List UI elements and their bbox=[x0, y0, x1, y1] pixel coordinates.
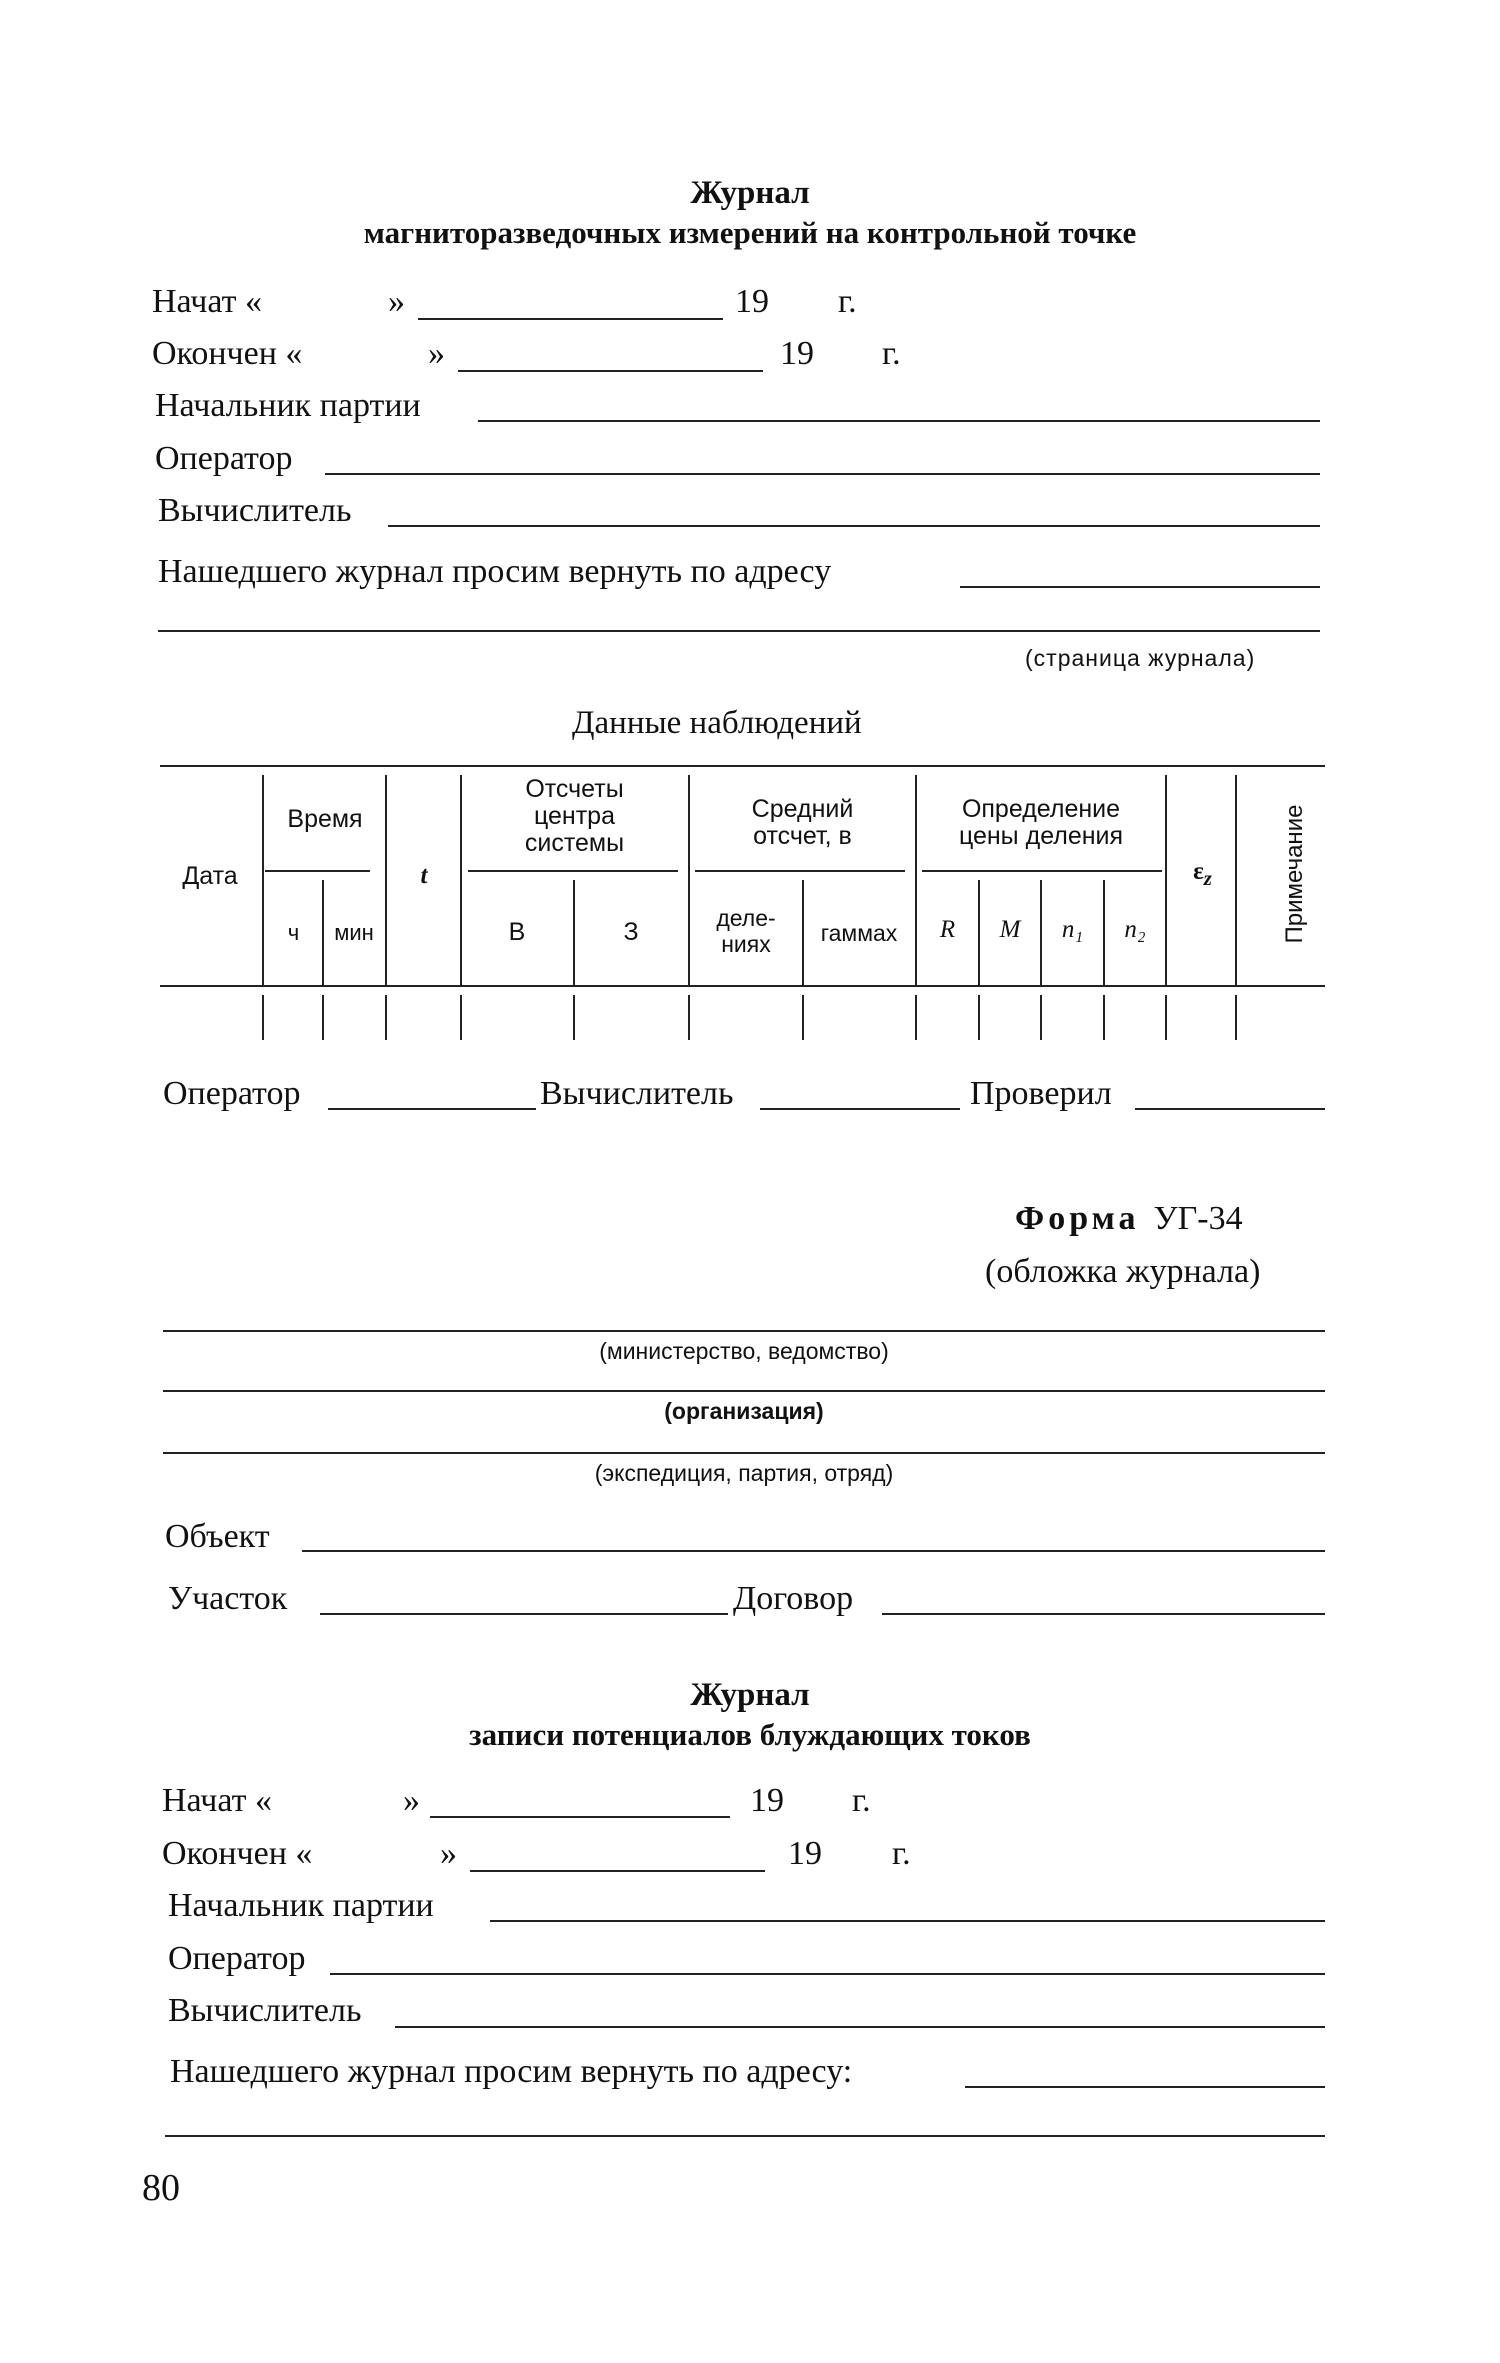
journal1-ended-g: г. bbox=[882, 335, 901, 372]
journal1-return-line2[interactable] bbox=[158, 630, 1320, 632]
body-vline-13 bbox=[1235, 995, 1237, 1040]
header-n1: n₁ bbox=[1061, 916, 1084, 943]
journal2-calculator-label: Вычислитель bbox=[168, 1992, 362, 2029]
page-number: 80 bbox=[142, 2167, 180, 2209]
body-vline-5 bbox=[573, 995, 575, 1040]
sig-operator-line[interactable] bbox=[328, 1108, 536, 1110]
journal1-ended-quote: » bbox=[428, 335, 445, 372]
journal1-chief-label: Начальник партии bbox=[155, 387, 421, 424]
header-z: З bbox=[623, 918, 639, 946]
header-min: мин bbox=[334, 920, 374, 945]
header-price-l2: цены деления bbox=[958, 822, 1124, 850]
sig-checked-line[interactable] bbox=[1135, 1108, 1325, 1110]
journal1-started-g: г. bbox=[838, 283, 857, 320]
body-vline-4 bbox=[460, 995, 462, 1040]
sig-calc-label: Вычислитель bbox=[540, 1075, 734, 1112]
journal2-chief-line[interactable] bbox=[490, 1920, 1325, 1922]
journal1-calculator-label: Вычислитель bbox=[158, 492, 352, 529]
header-hour: ч bbox=[287, 920, 300, 945]
journal2-ended-g: г. bbox=[892, 1835, 911, 1872]
vline-12 bbox=[1165, 775, 1167, 985]
observations-title: Данные наблюдений bbox=[572, 705, 862, 741]
vline-3 bbox=[385, 775, 387, 985]
journal1-return-line[interactable] bbox=[960, 586, 1320, 588]
journal1-chief-line[interactable] bbox=[478, 420, 1320, 422]
journal2-started-label: Начат « bbox=[162, 1782, 272, 1819]
header-ez bbox=[1170, 858, 1235, 891]
header-note: Примечание bbox=[1281, 804, 1308, 944]
sig-calc-line[interactable] bbox=[760, 1108, 960, 1110]
journal1-started-line[interactable] bbox=[418, 318, 723, 320]
header-ez-symbol: ε bbox=[1193, 858, 1204, 885]
journal2-return-line2[interactable] bbox=[165, 2135, 1325, 2137]
site-label: Участок bbox=[168, 1580, 288, 1617]
journal1-subtitle: магниторазведочных измерений на контрольной точке bbox=[363, 215, 1137, 250]
expedition-line[interactable] bbox=[163, 1452, 1325, 1454]
journal2-ended-label: Окончен « bbox=[162, 1835, 313, 1872]
header-price-l1: Определение bbox=[961, 795, 1121, 823]
journal1-return-label: Нашедшего журнал просим вернуть по адресу bbox=[158, 553, 832, 590]
header-readings-l1: Отсчеты bbox=[525, 775, 624, 803]
journal1-ended-label: Окончен « bbox=[152, 335, 303, 372]
journal2-operator-label: Оператор bbox=[168, 1940, 306, 1977]
object-label: Объект bbox=[165, 1518, 270, 1555]
expedition-caption: (экспедиция, партия, отряд) bbox=[594, 1460, 894, 1486]
journal2-return-line[interactable] bbox=[965, 2086, 1325, 2088]
table-top-rule bbox=[160, 765, 1325, 767]
body-vline-3 bbox=[385, 995, 387, 1040]
header-time: Время bbox=[287, 805, 363, 833]
journal1-ended-year: 19 bbox=[780, 335, 814, 372]
journal1-ended-line[interactable] bbox=[458, 370, 763, 372]
journal2-subtitle: записи потенциалов блуждающих токов bbox=[469, 1717, 1031, 1752]
contract-line[interactable] bbox=[882, 1613, 1325, 1615]
body-vline-6 bbox=[688, 995, 690, 1040]
form-header bbox=[1015, 1200, 1243, 1238]
organization-line[interactable] bbox=[163, 1390, 1325, 1392]
object-line[interactable] bbox=[302, 1550, 1325, 1552]
header-R: R bbox=[939, 916, 956, 943]
site-line[interactable] bbox=[320, 1613, 728, 1615]
header-readings-l2: центра bbox=[533, 802, 615, 830]
header-readings bbox=[462, 776, 687, 857]
table-header-rule bbox=[160, 985, 1325, 987]
vline-13 bbox=[1235, 775, 1237, 985]
vline-1 bbox=[262, 775, 264, 985]
header-t: t bbox=[420, 862, 428, 889]
body-vline-8 bbox=[915, 995, 917, 1040]
header-avg-l1: Средний bbox=[751, 795, 854, 823]
journal2-title: Журнал bbox=[690, 1677, 810, 1713]
journal1-started-year: 19 bbox=[735, 283, 769, 320]
form-title: Форма bbox=[1015, 1200, 1140, 1237]
header-divisions-l1: деле- bbox=[716, 905, 776, 931]
sig-checked-label: Проверил bbox=[970, 1075, 1112, 1112]
header-price bbox=[917, 796, 1165, 850]
header-v: В bbox=[508, 918, 526, 946]
journal2-calculator-line[interactable] bbox=[395, 2026, 1325, 2028]
header-gammas: гаммах bbox=[820, 920, 898, 946]
journal2-ended-line[interactable] bbox=[470, 1870, 765, 1872]
body-vline-11 bbox=[1103, 995, 1105, 1040]
journal1-title: Журнал bbox=[690, 175, 810, 211]
form-subtitle: (обложка журнала) bbox=[985, 1253, 1261, 1290]
journal2-return-label: Нашедшего журнал просим вернуть по адресу: bbox=[170, 2053, 853, 2090]
contract-label: Договор bbox=[733, 1580, 854, 1617]
header-ez-sub: z bbox=[1203, 866, 1212, 890]
ministry-line[interactable] bbox=[163, 1330, 1325, 1332]
journal1-operator-label: Оператор bbox=[155, 440, 293, 477]
organization-caption: (организация) bbox=[664, 1398, 824, 1424]
header-date: Дата bbox=[182, 862, 238, 890]
journal2-started-quote: » bbox=[403, 1782, 420, 1819]
body-vline-12 bbox=[1165, 995, 1167, 1040]
header-M: M bbox=[999, 916, 1021, 943]
body-vline-2 bbox=[322, 995, 324, 1040]
journal2-started-g: г. bbox=[852, 1782, 871, 1819]
header-readings-l3: системы bbox=[524, 829, 625, 857]
header-divisions bbox=[690, 905, 802, 957]
journal1-calculator-line[interactable] bbox=[388, 525, 1320, 527]
journal1-started-label: Начат « bbox=[152, 283, 262, 320]
journal1-page-caption: (страница журнала) bbox=[1025, 645, 1256, 671]
body-vline-7 bbox=[802, 995, 804, 1040]
ministry-caption: (министерство, ведомство) bbox=[599, 1338, 889, 1364]
header-avg-l2: отсчет, в bbox=[753, 822, 852, 850]
journal2-ended-year: 19 bbox=[788, 1835, 822, 1872]
sig-operator-label: Оператор bbox=[163, 1075, 301, 1112]
time-rule bbox=[265, 870, 370, 872]
journal2-chief-label: Начальник партии bbox=[168, 1887, 434, 1924]
journal2-started-line[interactable] bbox=[430, 1816, 730, 1818]
readings-rule bbox=[468, 870, 678, 872]
journal1-started-quote: » bbox=[388, 283, 405, 320]
journal1-operator-line[interactable] bbox=[325, 473, 1320, 475]
body-vline-9 bbox=[978, 995, 980, 1040]
journal2-operator-line[interactable] bbox=[330, 1973, 1325, 1975]
price-rule bbox=[922, 870, 1162, 872]
header-avg bbox=[690, 796, 915, 850]
journal2-ended-quote: » bbox=[440, 1835, 457, 1872]
header-n2: n₂ bbox=[1124, 916, 1146, 943]
form-code: УГ-34 bbox=[1153, 1200, 1243, 1237]
journal2-started-year: 19 bbox=[750, 1782, 784, 1819]
body-vline-1 bbox=[262, 995, 264, 1040]
body-vline-10 bbox=[1040, 995, 1042, 1040]
header-divisions-l2: ниях bbox=[721, 931, 771, 957]
avg-rule bbox=[695, 870, 905, 872]
